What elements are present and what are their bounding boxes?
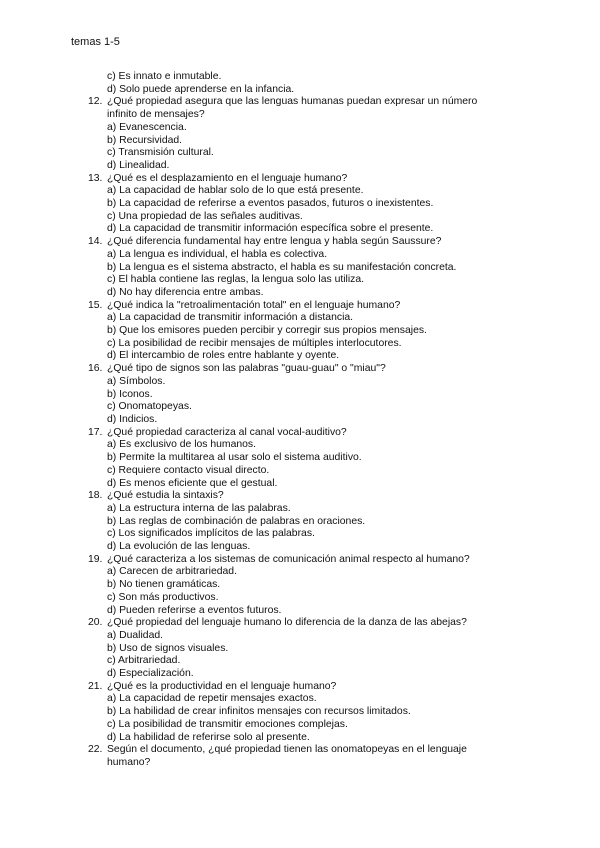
question-number: 15. (88, 299, 103, 311)
answer-option: a) La estructura interna de las palabras. (107, 502, 291, 514)
answer-option: b) Recursividad. (107, 134, 183, 146)
question-number: 13. (88, 172, 103, 184)
question-22 (88, 744, 588, 769)
answer-option: a) La lengua es individual, el habla es colectiva. (107, 248, 328, 260)
question-number: 22. (88, 744, 103, 756)
question-13 (88, 173, 588, 186)
answer-option: b) No tienen gramáticas. (107, 579, 221, 591)
answer-option: a) Símbolos. (107, 375, 166, 387)
answer-option: a) La capacidad de repetir mensajes exactos. (107, 693, 317, 705)
question-number: 16. (88, 363, 103, 375)
question-number: 21. (88, 680, 103, 692)
answer-option: d) La evolución de las lenguas. (107, 541, 251, 553)
answer-option: a) La capacidad de transmitir información a distancia. (107, 312, 354, 324)
answer-option: d) Indicios. (107, 413, 158, 425)
answer-option: c) Los significados implícitos de las palabras. (107, 528, 315, 540)
question-19 (88, 554, 588, 567)
answer-option: b) Iconos. (107, 388, 153, 400)
answer-option: a) Dualidad. (107, 629, 164, 641)
answer-option: a) La capacidad de hablar solo de lo que está presente. (107, 185, 364, 197)
question-text: Según el documento, ¿qué propiedad tienen las onomatopeyas en el lenguaje humano? (107, 744, 467, 768)
answer-option: a) Evanescencia. (107, 121, 187, 133)
answer-option: d) Pueden referirse a eventos futuros. (107, 604, 282, 616)
carryover-option: d) Solo puede aprenderse en la infancia. (107, 83, 295, 95)
question-16 (88, 363, 588, 376)
question-17 (88, 427, 588, 440)
question-text: ¿Qué diferencia fundamental hay entre lengua y habla según Saussure? (107, 236, 442, 248)
answer-option: d) Linealidad. (107, 159, 170, 171)
question-number: 17. (88, 426, 103, 438)
answer-option: c) Arbitrariedad. (107, 655, 181, 667)
question-text: ¿Qué propiedad asegura que las lenguas humanas puedan expresar un número infinito de mensajes? (107, 96, 478, 121)
answer-option: c) Transmisión cultural. (107, 147, 214, 159)
answer-option: b) La lengua es el sistema abstracto, el habla es su manifestación concreta. (107, 261, 457, 273)
question-text: ¿Qué caracteriza a los sistemas de comunicación animal respecto al humano? (107, 553, 470, 565)
question-text: ¿Qué es la productividad en el lenguaje humano? (107, 680, 337, 692)
answer-option: c) Requiere contacto visual directo. (107, 464, 270, 476)
answer-option: a) Es exclusivo de los humanos. (107, 439, 257, 451)
answer-option: c) Una propiedad de las señales auditivas. (107, 210, 303, 222)
answer-option: d) La capacidad de transmitir información específica sobre el presente. (107, 223, 434, 235)
answer-option: a) Carecen de arbitrariedad. (107, 566, 237, 578)
question-number: 14. (88, 236, 103, 248)
answer-option: b) La capacidad de referirse a eventos pasados, futuros o inexistentes. (107, 198, 434, 210)
question-number: 18. (88, 490, 103, 502)
answer-option: c) Onomatopeyas. (107, 401, 192, 413)
question-text: ¿Qué estudia la sintaxis? (107, 490, 224, 502)
carryover-option: c) Es innato e inmutable. (107, 71, 222, 82)
answer-option: c) La posibilidad de recibir mensajes de múltiples interlocutores. (107, 337, 402, 349)
answer-option: d) Es menos eficiente que el gestual. (107, 477, 278, 489)
answer-option: c) Son más productivos. (107, 591, 219, 603)
answer-option: c) La posibilidad de transmitir emociones complejas. (107, 718, 348, 730)
question-text: ¿Qué tipo de signos son las palabras "guau-guau" o "miau"? (107, 363, 386, 375)
answer-option: b) Que los emisores pueden percibir y corregir sus propios mensajes. (107, 325, 427, 337)
question-text: ¿Qué indica la "retroalimentación total" en el lenguaje humano? (107, 299, 401, 311)
question-15 (88, 300, 588, 313)
answer-option: c) El habla contiene las reglas, la lengua solo las utiliza. (107, 274, 365, 286)
question-14 (88, 236, 588, 249)
question-18 (88, 490, 588, 503)
question-text: ¿Qué propiedad del lenguaje humano lo diferencia de la danza de las abejas? (107, 617, 467, 629)
question-number: 20. (88, 617, 103, 629)
answer-option: d) Especialización. (107, 668, 194, 680)
question-text: ¿Qué propiedad caracteriza al canal vocal-auditivo? (107, 426, 347, 438)
answer-option: b) La habilidad de crear infinitos mensajes con recursos limitados. (107, 706, 411, 718)
answer-option: d) No hay diferencia entre ambas. (107, 286, 264, 298)
question-number: 12. (88, 96, 103, 108)
question-20 (88, 617, 588, 630)
answer-option: b) Uso de signos visuales. (107, 642, 229, 654)
page-header: temas 1-5 (71, 36, 120, 48)
answer-option: b) Las reglas de combinación de palabras en oraciones. (107, 515, 366, 527)
question-21 (88, 681, 588, 694)
question-12 (88, 96, 588, 121)
question-number: 19. (88, 553, 103, 565)
answer-option: b) Permite la multitarea al usar solo el sistema auditivo. (107, 452, 362, 464)
answer-option: d) El intercambio de roles entre hablante y oyente. (107, 350, 340, 362)
question-list (88, 71, 588, 770)
question-text: ¿Qué es el desplazamiento en el lenguaje humano? (107, 172, 348, 184)
answer-option: d) La habilidad de referirse solo al presente. (107, 731, 310, 743)
